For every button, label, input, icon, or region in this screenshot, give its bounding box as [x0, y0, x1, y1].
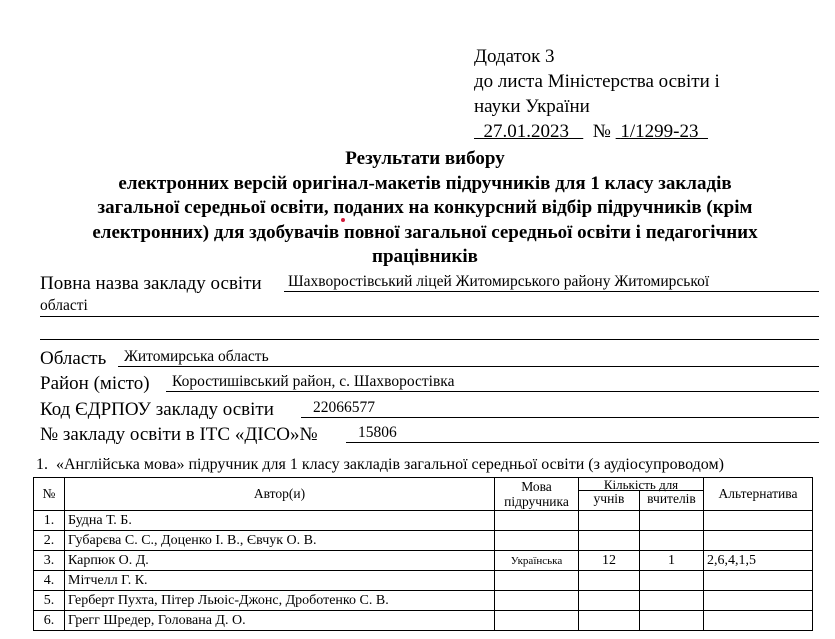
row-students: [579, 571, 640, 591]
table-row: [34, 571, 813, 591]
row-author: Герберт Пухта, Пітер Льюіс-Джонс, Дроботенко С. В.: [65, 591, 495, 611]
red-dot-mark: [341, 218, 345, 222]
row-alternative: [704, 591, 813, 611]
district-label: Район (місто): [40, 373, 150, 394]
itc-value: 15806: [358, 424, 397, 441]
appendix-block: [474, 44, 720, 144]
document-title: [40, 147, 810, 270]
appendix-date-number: [474, 119, 720, 144]
row-alternative: [704, 571, 813, 591]
title-line-3: загальної середньої освіти, поданих на конкурсний відбір підручників (крім: [97, 197, 753, 218]
row-alternative: 2,6,4,1,5: [704, 551, 813, 571]
table-row: [34, 511, 813, 531]
row-num: 2.: [34, 531, 65, 551]
edrpou-underline: [301, 417, 819, 418]
header-teachers: вчителів: [640, 491, 704, 511]
row-language: [495, 531, 579, 551]
header-num: №: [34, 478, 65, 511]
district-underline: [166, 391, 819, 392]
row-students: [579, 511, 640, 531]
header-alternative: Альтернатива: [704, 478, 813, 511]
table-header-row: [34, 478, 813, 491]
row-teachers: [640, 591, 704, 611]
subject-text: «Англійська мова» підручник для 1 класу закладів загальної середньої освіти (з аудіосупроводом): [56, 456, 724, 473]
region-label: Область: [40, 348, 107, 369]
row-language: [495, 511, 579, 531]
itc-underline: [346, 442, 819, 443]
district-value: Коростишівський район, с. Шахворостівка: [172, 373, 455, 390]
region-value: Житомирська область: [124, 348, 269, 365]
title-line-2: електронних версій оригінал-макетів підручників для 1 класу закладів: [118, 172, 732, 194]
full-name-value-line2: області: [40, 297, 88, 314]
appendix-date: 27.01.2023: [483, 121, 569, 142]
subject-index: 1.: [36, 456, 48, 473]
full-name-underline-2: [40, 316, 819, 317]
row-author: Мітчелл Г. К.: [65, 571, 495, 591]
row-students: [579, 611, 640, 631]
row-author: Карпюк О. Д.: [65, 551, 495, 571]
table-row: [34, 531, 813, 551]
full-name-label: Повна назва закладу освіти: [40, 273, 262, 294]
row-language: [495, 611, 579, 631]
full-name-underline-3: [40, 339, 819, 340]
row-author: Будна Т. Б.: [65, 511, 495, 531]
row-num: 3.: [34, 551, 65, 571]
row-alternative: [704, 611, 813, 631]
edrpou-value: 22066577: [313, 399, 375, 416]
row-num: 1.: [34, 511, 65, 531]
header-author: Автор(и): [65, 478, 495, 511]
subject-line: [36, 456, 724, 474]
appendix-number: 1/1299-23: [620, 121, 699, 142]
row-num: 5.: [34, 591, 65, 611]
row-author: Губарєва С. С., Доценко І. В., Євчук О. В.: [65, 531, 495, 551]
full-name-value-line1: Шахворостівський ліцей Житомирського району Житомирської: [288, 273, 710, 290]
table-row: [34, 611, 813, 631]
edrpou-label: Код ЄДРПОУ закладу освіти: [40, 399, 274, 420]
row-alternative: [704, 511, 813, 531]
row-teachers: [640, 531, 704, 551]
row-students: [579, 591, 640, 611]
region-underline: [118, 366, 819, 367]
row-language: Українська: [495, 551, 579, 571]
row-teachers: [640, 611, 704, 631]
row-author: Грегг Шредер, Голована Д. О.: [65, 611, 495, 631]
row-students: 12: [579, 551, 640, 571]
full-name-underline-1: [284, 291, 819, 292]
row-alternative: [704, 531, 813, 551]
row-teachers: [640, 571, 704, 591]
itc-label: № закладу освіти в ІТС «ДІСО»№: [40, 424, 318, 445]
header-students: учнів: [579, 491, 640, 511]
header-count: Кількість для: [579, 478, 704, 491]
title-line-1: Результати вибору: [345, 148, 505, 169]
row-teachers: 1: [640, 551, 704, 571]
row-num: 4.: [34, 571, 65, 591]
appendix-title: Додаток 3: [474, 46, 555, 67]
appendix-ministry-line: до листа Міністерства освіти і: [474, 71, 720, 92]
row-language: [495, 571, 579, 591]
table-row: [34, 551, 813, 571]
title-line-4: електронних) для здобувачів повної загальної середньої освіти і педагогічних: [92, 221, 758, 243]
title-line-5: працівників: [372, 246, 478, 267]
header-language: Мова підручника: [495, 478, 579, 511]
row-teachers: [640, 511, 704, 531]
appendix-ministry-line-2: науки України: [474, 96, 590, 117]
row-num: 6.: [34, 611, 65, 631]
table-row: [34, 591, 813, 611]
row-students: [579, 531, 640, 551]
textbook-table: [33, 477, 813, 631]
number-sign: №: [592, 121, 611, 142]
row-language: [495, 591, 579, 611]
